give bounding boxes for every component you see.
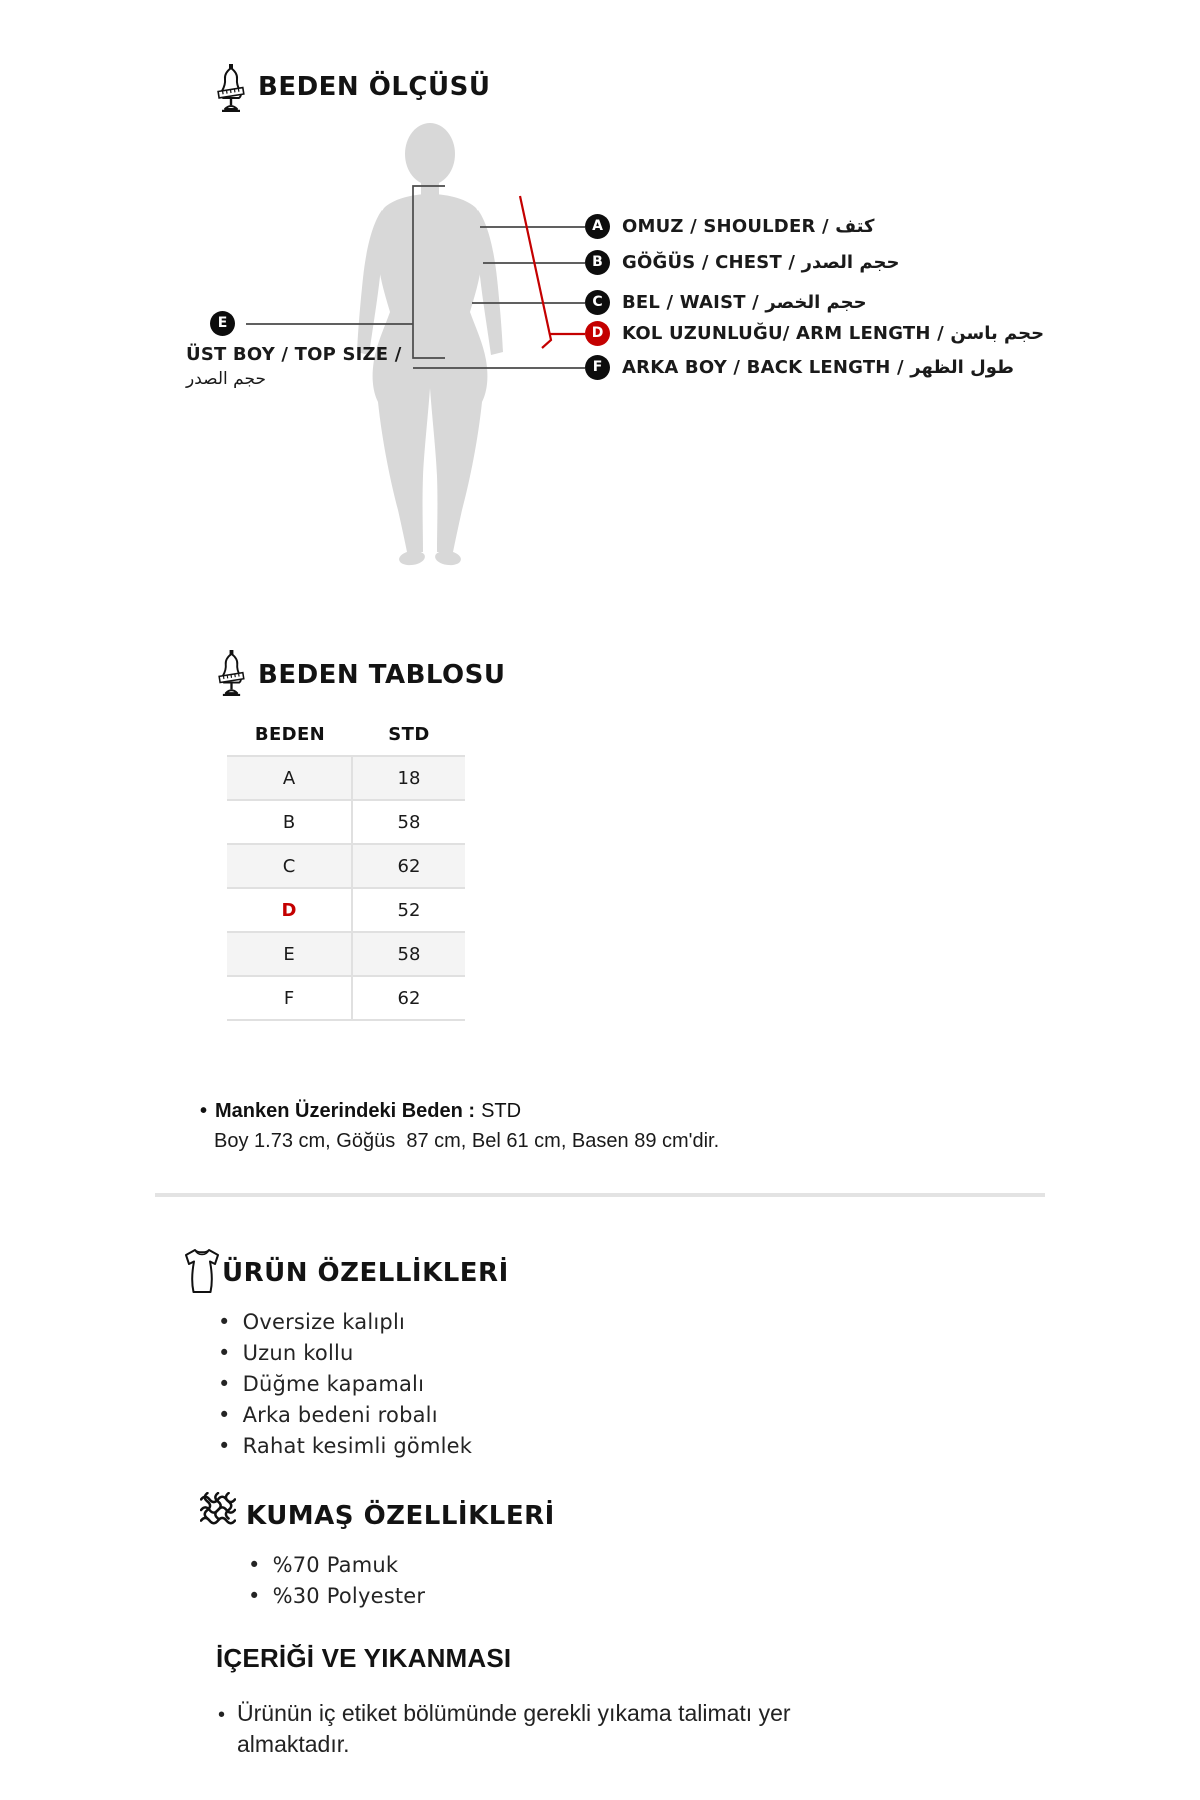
bullet: • [218, 1704, 226, 1726]
size-table [227, 724, 465, 1021]
label-text-top-size-arabic: حجم الصدر [186, 369, 266, 389]
label-badge-f: F [585, 355, 610, 380]
model-size-label: Manken Üzerindeki Beden : [215, 1100, 476, 1122]
product-features-title: ÜRÜN ÖZELLİKLERİ [222, 1258, 509, 1288]
label-text-top-size: ÜST BOY / TOP SIZE / [186, 344, 402, 365]
fabric-weave-icon [200, 1492, 236, 1528]
table-row [227, 977, 465, 1021]
row-value: 62 [397, 855, 421, 877]
row-key: A [227, 757, 353, 799]
bullet: • [218, 1434, 231, 1458]
table-row [227, 845, 465, 889]
table-row [227, 757, 465, 801]
model-size-value: STD [481, 1100, 522, 1122]
model-size-note [200, 1100, 521, 1123]
care-text: Ürünün iç etiket bölümünde gerekli yıkama talimatı yer almaktadır. [237, 1700, 791, 1757]
model-measurements: Boy 1.73 cm, Göğüs 87 cm, Bel 61 cm, Basen 89 cm'dir. [214, 1130, 720, 1152]
label-badge-c: C [585, 290, 610, 315]
label-text-arm-length: KOL UZUNLUĞU/ ARM LENGTH / حجم باسن [622, 323, 1045, 344]
table-row [227, 889, 465, 933]
row-value: 18 [397, 767, 421, 789]
tshirt-icon [182, 1247, 222, 1295]
feature-text: Uzun kollu [242, 1341, 354, 1365]
label-badge-e: E [210, 311, 235, 336]
bullet: • [218, 1341, 231, 1365]
label-text-chest: GÖĞÜS / CHEST / حجم الصدر [622, 252, 900, 273]
column-header-std: STD [388, 724, 430, 745]
bullet: • [200, 1100, 208, 1122]
feature-text: Oversize kalıplı [242, 1310, 406, 1334]
mannequin-icon [214, 64, 248, 112]
row-key: C [227, 845, 353, 887]
list-item [218, 1369, 472, 1400]
care-title: İÇERİĞİ VE YIKANMASI [216, 1643, 512, 1673]
care-note [218, 1698, 908, 1760]
feature-text: Rahat kesimli gömlek [242, 1434, 473, 1458]
list-item [218, 1400, 472, 1431]
bullet: • [248, 1584, 261, 1608]
row-key-highlighted: D [227, 889, 353, 931]
product-features-list [218, 1307, 472, 1462]
fabric-features-title: KUMAŞ ÖZELLİKLERİ [246, 1501, 555, 1531]
measure-label-chest [585, 250, 899, 275]
size-measure-title: BEDEN ÖLÇÜSÜ [258, 72, 491, 102]
measure-label-waist [585, 290, 867, 315]
label-text-back-length: ARKA BOY / BACK LENGTH / طول الظهر [622, 357, 1014, 378]
fabric-features-list [248, 1550, 425, 1612]
label-badge-d: D [585, 321, 610, 346]
row-key: B [227, 801, 353, 843]
label-badge-a: A [585, 214, 610, 239]
fabric-text: %30 Polyester [272, 1584, 426, 1608]
measure-label-back-length [585, 355, 1014, 380]
list-item [248, 1550, 425, 1581]
mannequin-icon [216, 650, 247, 696]
list-item [248, 1581, 425, 1612]
row-key: F [227, 977, 353, 1019]
fabric-text: %70 Pamuk [272, 1553, 399, 1577]
table-row [227, 933, 465, 977]
size-table-title: BEDEN TABLOSU [258, 660, 506, 690]
list-item [218, 1431, 472, 1462]
bullet: • [248, 1553, 261, 1577]
row-value: 52 [397, 899, 421, 921]
label-text-shoulder: OMUZ / SHOULDER / كتف [622, 216, 875, 237]
row-key: E [227, 933, 353, 975]
bullet: • [218, 1310, 231, 1334]
row-value: 58 [397, 943, 421, 965]
table-row [227, 801, 465, 845]
label-badge-b: B [585, 250, 610, 275]
list-item [218, 1338, 472, 1369]
measure-label-arm-length [585, 321, 1044, 346]
bullet: • [218, 1403, 231, 1427]
row-value: 62 [397, 987, 421, 1009]
measure-label-shoulder [585, 214, 874, 239]
feature-text: Düğme kapamalı [242, 1372, 425, 1396]
list-item [218, 1307, 472, 1338]
section-divider [155, 1193, 1045, 1197]
size-table-body [227, 755, 465, 1021]
row-value: 58 [397, 811, 421, 833]
size-table-header [227, 724, 465, 745]
bullet: • [218, 1372, 231, 1396]
column-header-beden: BEDEN [254, 724, 326, 745]
feature-text: Arka bedeni robalı [242, 1403, 438, 1427]
label-text-waist: BEL / WAIST / حجم الخصر [622, 292, 867, 313]
